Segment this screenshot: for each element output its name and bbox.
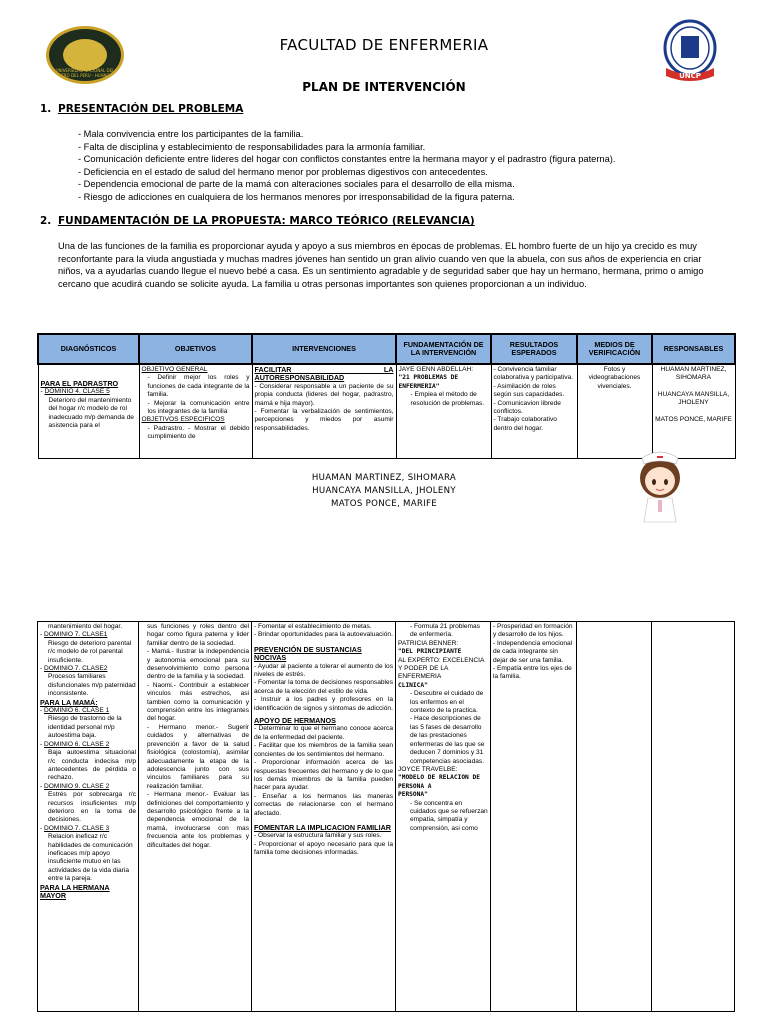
fundamentation-title: "21 PROBLEMAS DE ENFERMERIA" [398, 374, 459, 390]
diagnosis-text: Procesos familiares disfuncionales m/p paternidad inconsistente. [48, 673, 136, 698]
intervention-item: - Proporcionar información acerca de las respuestas frecuentes del hermano y de lo que los demás miembros de la familia pueden hacer para ayudar. [254, 759, 393, 792]
intervention-item: - Proporcionar el apoyo necesario para que la familia tome decisiones informadas. [254, 840, 393, 857]
intervention-item: - Fomentar la verbalización de sentimientos, percepciones y miedos por asumir responsabilidades. [254, 408, 394, 432]
fundamentation-item: - Se concentra en cuidados que se refuerzan empatía, simpatía y comprensión, asi como [410, 799, 488, 832]
header-intervenciones: INTERVENCIONES [252, 334, 396, 364]
responsibles-cell [652, 364, 735, 458]
objective-text: - Hermana menor.- Evaluar las definiciones del comportamiento y desarrollo psicológico frente a la dependencia emocional de la mamá, involucrarse con mas frecuencia ante los problemas y dificultades del hogar. [147, 791, 249, 849]
intervention-item: - Enseñar a los hermanos las maneras correctas de relacionarse con el hermano afectado. [254, 792, 393, 817]
problem-item: - Riesgo de adicciones en cualquiera de los hermanos menores por irresponsabilidad de la figura paterna. [78, 191, 515, 202]
nurse-illustration [630, 448, 690, 526]
fundamentation-author: PATRICIA BENNER: [398, 639, 459, 647]
result-item: - Comunicavion librede conflictos. [493, 399, 561, 416]
fundamentation-title: PERSONA" [398, 791, 428, 799]
section-2-heading: 2. FUNDAMENTACIÓN DE LA PROPUESTA: MARCO TEÓRICO (RELEVANCIA) [40, 215, 475, 227]
fundamentation-title: CLINICA" [398, 681, 428, 689]
intervention-heading: APOYO DE HERMANOS [254, 716, 336, 726]
diagnosis-text: Baja autoestima situacional r/c conducta indecisa m/p antecedentes de pérdida o rechazo. [48, 749, 136, 782]
problem-item: - Dependencia emocional de parte de la mamá con alteraciones sociales para el desarrollo de ella misma. [78, 179, 515, 190]
interventions-cell [252, 364, 396, 458]
fundamentation-title: "DEL PRINCIPIANTE [398, 648, 462, 656]
result-item: - Trabajo colaborativo dentro del hogar. [493, 416, 557, 432]
objective-general-text: - Definir mejor los roles y funciones de cada integrante de la familia. [147, 374, 250, 399]
objective-specific-label: OBJETIVOS ESPECIFICOS [141, 416, 225, 424]
header-diagnosticos: DIAGNÓSTICOS [38, 334, 139, 364]
diagnosis-domain: DOMINIO 7. CLASE 3 [44, 824, 110, 832]
objectives-cell [139, 622, 252, 1012]
intervention-item: - Facilitar que los miembros de la familia sean concientes de los sentimientos del hermano. [254, 742, 393, 758]
intervention-item: - Ayudar al paciente a tolerar el aumento de los niveles de estrés. [254, 662, 393, 679]
result-item: - Asimilación de roles según sus capacidades. [493, 382, 565, 399]
problem-item: - Falta de disciplina y establecimiento de responsabilidades para la armonía familiar. [78, 141, 426, 152]
diagnosis-domain: DOMINIO 7. CLASE1 [44, 631, 108, 639]
diagnosis-heading: PARA LA MAMÁ: [40, 697, 98, 707]
objective-general-label: OBJETIVO GENERAL [141, 366, 208, 373]
diagnosis-domain: DOMINIO 6. CLASE 2 [44, 740, 110, 748]
responsibles-cell [652, 622, 735, 1012]
result-item: - Independencia emocional de cada integrante sin dejar de ser una familia. [493, 639, 573, 664]
fundamentation-item: - Formula 21 problemas de enfermería. [410, 623, 480, 639]
header-resultados: RESULTADOS ESPERADOS [491, 334, 577, 364]
author-name: HUAMAN MARTINEZ, SIHOMARA [311, 473, 457, 483]
university-logo [46, 26, 124, 84]
result-item: - Empatía entre los ejes de la familia. [493, 665, 572, 681]
fundamentation-title: AL EXPERTO: EXCELENCIA Y PODER DE LA ENFERMERIA [398, 656, 484, 681]
diagnosis-text: Riesgo de deterioro parental r/c modelo de rol parental insuficiente. [48, 639, 132, 664]
fundamentation-item: - Empiea el método de resolución de problemas. [410, 391, 485, 407]
header-medios: MEDIOS DE VERIFICACIÓN [577, 334, 652, 364]
objective-text: sus funciones y roles dentro del hogar como figura paterna y lider familiar dentro de la sociedad. [147, 623, 249, 647]
diagnosis-heading: PARA EL PADRASTRO [40, 379, 119, 388]
intervention-item: - Considerar responsable a un paciente de su propia conducta (lideres del hogar, padrastro, mamá e hija mayor). [254, 382, 394, 407]
intervention-item: - Brindar oportunidades para la autoevaluación. [254, 631, 393, 639]
logo-ring-text: UNIVERSIDAD NACIONAL DEL CENTRO DEL PERU - HUANCAYO [53, 68, 117, 78]
objective-text: - Naomi.- Contribuir a establecer vinculos más estrechos, asi tambien como la comunicación y comprensión entre los integrantes del hogar. [147, 681, 249, 723]
fundamentation-item: - Hace descripciones de las 5 fases de desarrollo de las prestaciones enfermeras de las que se deducen 7 dominios y 31 competencias asociadas. [410, 715, 485, 765]
header-objetivos: OBJETIVOS [139, 334, 252, 364]
fundamentation-item: - Descubre el cuidado de los enfermos en el contexto de la practica. [410, 690, 484, 715]
diagnosis-domain: DOMINIO 4. CLASE 5 [44, 388, 110, 396]
intervention-item: - Instruir a los padres y profesores en la identificación de signos y síntomas de adicción. [254, 696, 393, 712]
intervention-heading: FACILITAR LA AUTORESPONSABILIDAD [254, 365, 394, 383]
intervention-item: - Fomentar el establecimiento de metas. [254, 623, 372, 630]
intervention-heading: FOMENTAR LA IMPLICACION FAMILIAR [254, 822, 391, 832]
fundamentation-title: "MODELO DE RELACION DE PERSONA A [398, 774, 480, 790]
result-item: - Convivencia familiar colaborativa y participativa. [493, 366, 574, 382]
section-1-heading: 1. PRESENTACIÓN DEL PROBLEMA [40, 103, 244, 115]
objective-text: - Hermano menor.- Sugerir cuidados y alternativas de prevención a favor de la salud fisiológica (colostomía), asimilar adecuadamente la etapa de la adolescencia junto con sus vinculos familiares para su realización familiar. [147, 723, 249, 790]
diagnosis-domain: DOMINIO 9. CLASE 2 [44, 782, 110, 790]
diagnosis-domain: DOMINIO 6. CLASE 1 [44, 707, 110, 715]
diagnosis-text: Estrés por sobrecarga r/c recursos insuficientes m/p deterioro en la toma de decisiones. [48, 791, 136, 824]
interventions-cell [252, 622, 396, 1012]
results-cell [491, 622, 577, 1012]
verification-text: Fotos y videograbaciones vivenciales. [588, 366, 641, 390]
faculty-title: FACULTAD DE ENFERMERIA [279, 36, 489, 54]
intervention-table-page-1 [37, 333, 736, 459]
header-fundamentacion: FUNDAMENTACIÓN DE LA INTERVENCIÓN [396, 334, 491, 364]
fundamentation-author: JAYE GENN ABDELLAH: [398, 366, 474, 373]
intervention-heading: PREVENCIÓN DE SUSTANCIAS NOCIVAS [254, 644, 362, 663]
fundamentation-cell [396, 364, 491, 458]
diagnosis-domain: DOMINIO 7. CLASE2 [44, 665, 108, 673]
result-item: - Prosperidad en formación y desarrollo de los hijos. [493, 623, 573, 639]
fundamentation-cell [396, 622, 491, 1012]
responsible-name: HUANCAYA MANSILLA, JHOLENY [657, 390, 730, 407]
intervention-item: - Observar la estructura familiar y sus roles. [254, 832, 382, 840]
plan-title: PLAN DE INTERVENCIÓN [302, 80, 466, 94]
faculty-seal [660, 18, 720, 86]
diagnosis-text: mantenimiento del hogar. [48, 623, 123, 630]
author-name: HUANCAYA MANSILLA, JHOLENY [312, 486, 456, 496]
diagnosis-cell: mantenimiento del hogar. - DOMINIO 7. CLASE1 Riesgo de deterioro parental r/c modelo de rol parental insuficiente. - DOMINIO 7. CLASE2 Procesos familiares disfuncionales m/p paternidad inconsistente. PARA LA MAMÁ: - DOMINIO 6. CLASE 1 Riesgo de trastorno de la identidad personal m/p autoestima baja. - DOMINIO 6. CLASE 2 Baja autoestima situacional r/c conducta indecisa m/p antecedentes de pérdida o rechazo. - DOMINIO 9. CLASE 2 Estrés por sobrecarga r/c recursos insuficientes m/p deterioro en la toma de decisiones. - DOMINIO 7. CLASE 3 Relacion ineficaz r/c habilidades de comunicación ineficaces m/p apoyo insuficiente mutuo en las actividades de la vida diaria entre la pareja. PARA LA HERMANA MAYOR [38, 622, 139, 1012]
author-name: MATOS PONCE, MARIFE [331, 499, 437, 509]
problem-item: - Mala convivencia entre los participantes de la familia. [78, 129, 304, 139]
framework-paragraph: Una de las funciones de la familia es proporcionar ayuda y apoyo a sus miembros en épocas de problemas. EL hombro fuerte de un hijo ya crecido es muy reconfortante para la viuda angustiada y muchas madres jóvenes han sentido un gran alivio cuando ven que la abuela, con sus años de experiencia en criar niños, va a ayudarlas cuando llegue el nuevo bebé a casa. Es un sentimiento agradable y de seguridad saber que hay un hermano, hermana, primo o amigo cercano que acudirá cuando se solicite ayuda. La familia u otras personas importantes son quienes proporcionan a un individuo. [58, 241, 704, 289]
objective-specific-text: - Padrastro. - Mostrar el debido cumplimiento de [147, 424, 250, 441]
objective-text: - Mamá.- Ilustrar la independencia y autonomía emocional para su desenvolvimiento como persona dentro de la familia y la sociedad. [147, 648, 249, 681]
problem-item: - Comunicación deficiente entre lideres del hogar con conflictos constantes entre la hermana mayor y el padrastro (figura paterna). [78, 154, 616, 165]
objective-general-text: - Mejorar la comunicación entre los integrantes de la familia [147, 399, 250, 416]
problem-item: - Deficiencia en el estado de salud del hermano menor por problemas digestivos con antecedentes. [78, 166, 488, 177]
objectives-cell [139, 364, 252, 458]
header-responsables: RESPONSABLES [652, 334, 735, 364]
intervention-item: - Determinar lo que el hermano conoce acerca de la enfermedad del paciente. [254, 725, 393, 741]
diagnosis-text: Deterioro del mantenimiento del hogar r/c modelo de rol inadecuado m/p demanda de asistencia para el [48, 396, 134, 430]
responsible-name: HUAMAN MARTINEZ, SIHOMARA [660, 366, 727, 382]
verification-cell [577, 622, 652, 1012]
problem-list [78, 128, 615, 204]
diagnosis-cell: PARA EL PADRASTRO - DOMINIO 4. CLASE 5 Deterioro del mantenimiento del hogar r/c modelo de rol inadecuado m/p demanda de asistencia para el [38, 364, 139, 458]
intervention-table-page-2 [37, 621, 735, 1012]
diagnosis-text: Riesgo de trastorno de la identidad personal m/p autoestima baja. [48, 715, 122, 740]
results-cell [491, 364, 577, 458]
diagnosis-heading: PARA LA HERMANA MAYOR [40, 882, 110, 900]
diagnosis-text: Relacion ineficaz r/c habilidades de comunicación ineficaces m/p apoyo insuficiente mutuo en las actividades de la vida diaria entre la pareja. [48, 833, 133, 883]
intervention-item: - Fomentar la toma de decisiones responsables acerca de la elección del estilo de vida. [254, 679, 393, 695]
verification-cell [577, 364, 652, 458]
fundamentation-author: JOYCE TRAVELBE: [398, 765, 458, 773]
responsible-name: MATOS PONCE, MARIFE [655, 415, 732, 423]
seal-text: UNCP [679, 72, 701, 80]
